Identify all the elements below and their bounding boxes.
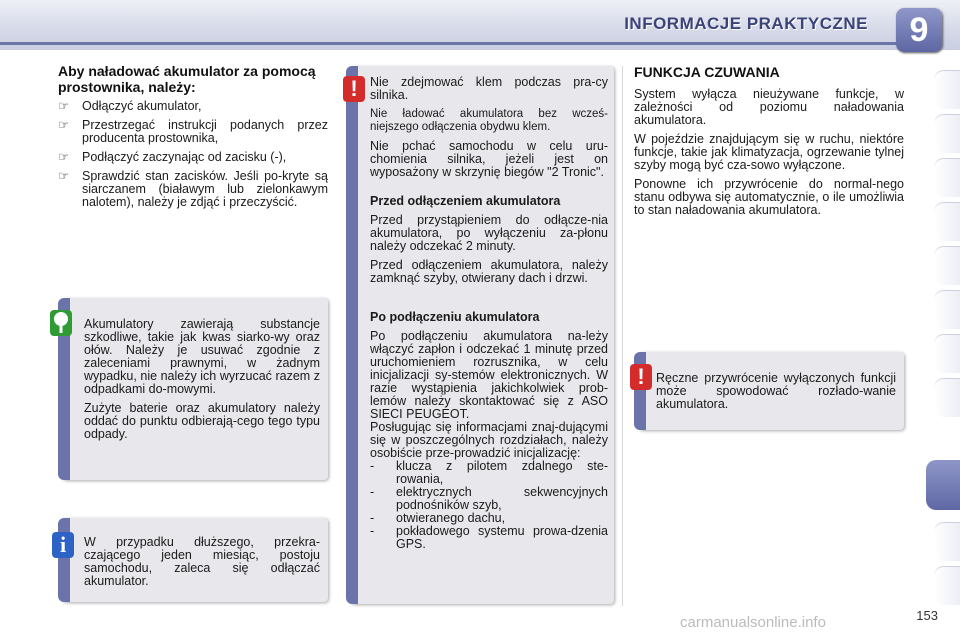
- chapter-tab[interactable]: [934, 202, 960, 241]
- warning-line: Nie zdejmować klem podczas pra-cy silnika.: [370, 75, 608, 102]
- header-rule: [0, 42, 900, 45]
- column-divider: [622, 66, 623, 606]
- info-note-text: W przypadku dłuższego, przekra-czającego jeden miesiąc, postoju samochodu, zaleca się odłączać akumulator.: [84, 535, 320, 588]
- list-item: - elektrycznych sekwencyjnych podnośników szyb,: [370, 485, 608, 512]
- list-item: - klucza z pilotem zdalnego ste-rowania,: [370, 459, 608, 486]
- pointing-hand-icon: ☞: [58, 150, 70, 164]
- chapter-tabs: [934, 70, 960, 630]
- warning-icon: !: [343, 76, 365, 102]
- pointing-hand-icon: ☞: [58, 169, 70, 183]
- subheading-after-connect: Po podłączeniu akumulatora: [370, 310, 540, 324]
- section-title-standby: FUNKCJA CZUWANIA: [634, 64, 780, 80]
- pointing-hand-icon: ☞: [58, 99, 70, 113]
- list-item: ☞ Odłączyć akumulator,: [58, 99, 202, 113]
- warning-note-box-right: [638, 352, 904, 430]
- pointing-hand-icon: ☞: [58, 118, 70, 132]
- warning-note-text: Nie zdejmować klem podczas pra-cy silnika. Nie ładować akumulatora bez wcześ-niejszego odłączenia obydwu klem. Nie pchać samochodu w celu uru-chomienia silnika, jeżeli jest on wyposażony w skrzynię biegów "2 Tronic". Przed odłączeniem akumulatora Przed przystąpieniem do odłącze-nia akumulatora, po wyłączeniu za-płonu należy odczekać 2 minuty. Przed odłączeniem akumulatora, należy zamknąć szyby, otwierany dach i drzwi. Po podłączeniu akumulatora Po podłączeniu akumulatora na-leży włączyć zapłon i odczekać 1 minutę przed uruchomieniem rozrusznika, w celu inicjalizacji sy-stemów elektronicznych. W razie wystąpienia jakichkolwiek prob-lemów należy skontaktować się z ASO SIECI PEUGEOT. Posługując się informacjami znaj-dującymi się w poszczególnych rozdziałach, należy osobiście prze-prowadzić inicjalizację: - klucza z pilotem zdalnego ste-rowania, - elektrycznych sekwencyjnych podnośników szyb, - otwieranego dachu, - pokładowego systemu prowa-dzenia GPS.: [370, 75, 608, 551]
- list-item: ☞ Przestrzegać instrukcji podanych przez producenta prostownika,: [58, 118, 328, 145]
- chapter-tab[interactable]: [934, 522, 960, 561]
- initialization-list: [370, 460, 608, 551]
- page-title: INFORMACJE PRAKTYCZNE: [624, 14, 868, 33]
- standby-text: System wyłącza nieużywane funkcje, w zależności od poziomu naładowania akumulatora. W pojeździe znajdującym się w ruchu, niektóre funkcje, takie jak klimatyzacja, ogrzewanie tylnej szyby mogą być cza-sowo wyłączone. Ponowne ich przywrócenie do normal-nego stanu odbywa się automatycznie, o ile umożliwia to stan naładowania akumulatora.: [634, 87, 904, 217]
- charging-steps: [58, 100, 328, 215]
- warning-line: Nie ładować akumulatora bez wcześ-niejszego odłączenia obydwu klem.: [370, 108, 608, 133]
- chapter-badge: 9: [896, 8, 942, 52]
- list-item: ☞ Podłączyć zaczynając od zacisku (-),: [58, 150, 287, 164]
- page-number: 153: [916, 608, 938, 623]
- box-accent-bar: [58, 518, 70, 602]
- info-icon: i: [52, 532, 74, 558]
- chapter-tab[interactable]: [934, 158, 960, 197]
- chapter-tab[interactable]: [934, 290, 960, 329]
- list-item: - otwieranego dachu,: [370, 511, 506, 525]
- list-item: ☞ Sprawdzić stan zacisków. Jeśli po-kryte są siarczanem (białawym lub zielonkawym nalotem), należy je zdjąć i przeczyścić.: [58, 169, 328, 209]
- eco-note-box: [62, 298, 328, 480]
- warning-icon: !: [630, 364, 652, 390]
- chapter-tab[interactable]: [934, 378, 960, 417]
- eco-note-text: Akumulatory zawierają substancje szkodliwe, takie jak kwas siarko-wy oraz ołów. Należy je usuwać zgodnie z zaleceniami prawnymi, w żadnym wypadku, nie należy ich wyrzucać razem z odpadkami do-mowymi. Zużyte baterie oraz akumulatory należy oddać do punktu odbierają-cego tego typu odpady.: [84, 317, 320, 441]
- chapter-tab-active[interactable]: [926, 460, 960, 510]
- section-title-charging: Aby naładować akumulator za pomocą prostownika, należy:: [58, 63, 316, 95]
- chapter-tab[interactable]: [934, 334, 960, 373]
- watermark: carmanualsonline.info: [680, 614, 826, 631]
- info-note-box: [62, 518, 328, 602]
- warning-note-box: [350, 66, 614, 604]
- list-item: - pokładowego systemu prowa-dzenia GPS.: [370, 524, 608, 551]
- chapter-tab[interactable]: [934, 246, 960, 285]
- chapter-tab[interactable]: [934, 114, 960, 153]
- warning-note-text-right: Ręczne przywrócenie wyłączonych funkcji może spowodować rozłado-wanie akumulatora.: [656, 371, 896, 411]
- chapter-tab[interactable]: [934, 70, 960, 109]
- warning-line: Nie pchać samochodu w celu uru-chomienia silnika, jeżeli jest on wyposażony w skrzynię biegów "2 Tronic".: [370, 139, 608, 179]
- chapter-tab[interactable]: [934, 566, 960, 605]
- tree-icon: [50, 310, 72, 336]
- box-accent-bar: [346, 66, 358, 604]
- subheading-before-disconnect: Przed odłączeniem akumulatora: [370, 194, 561, 208]
